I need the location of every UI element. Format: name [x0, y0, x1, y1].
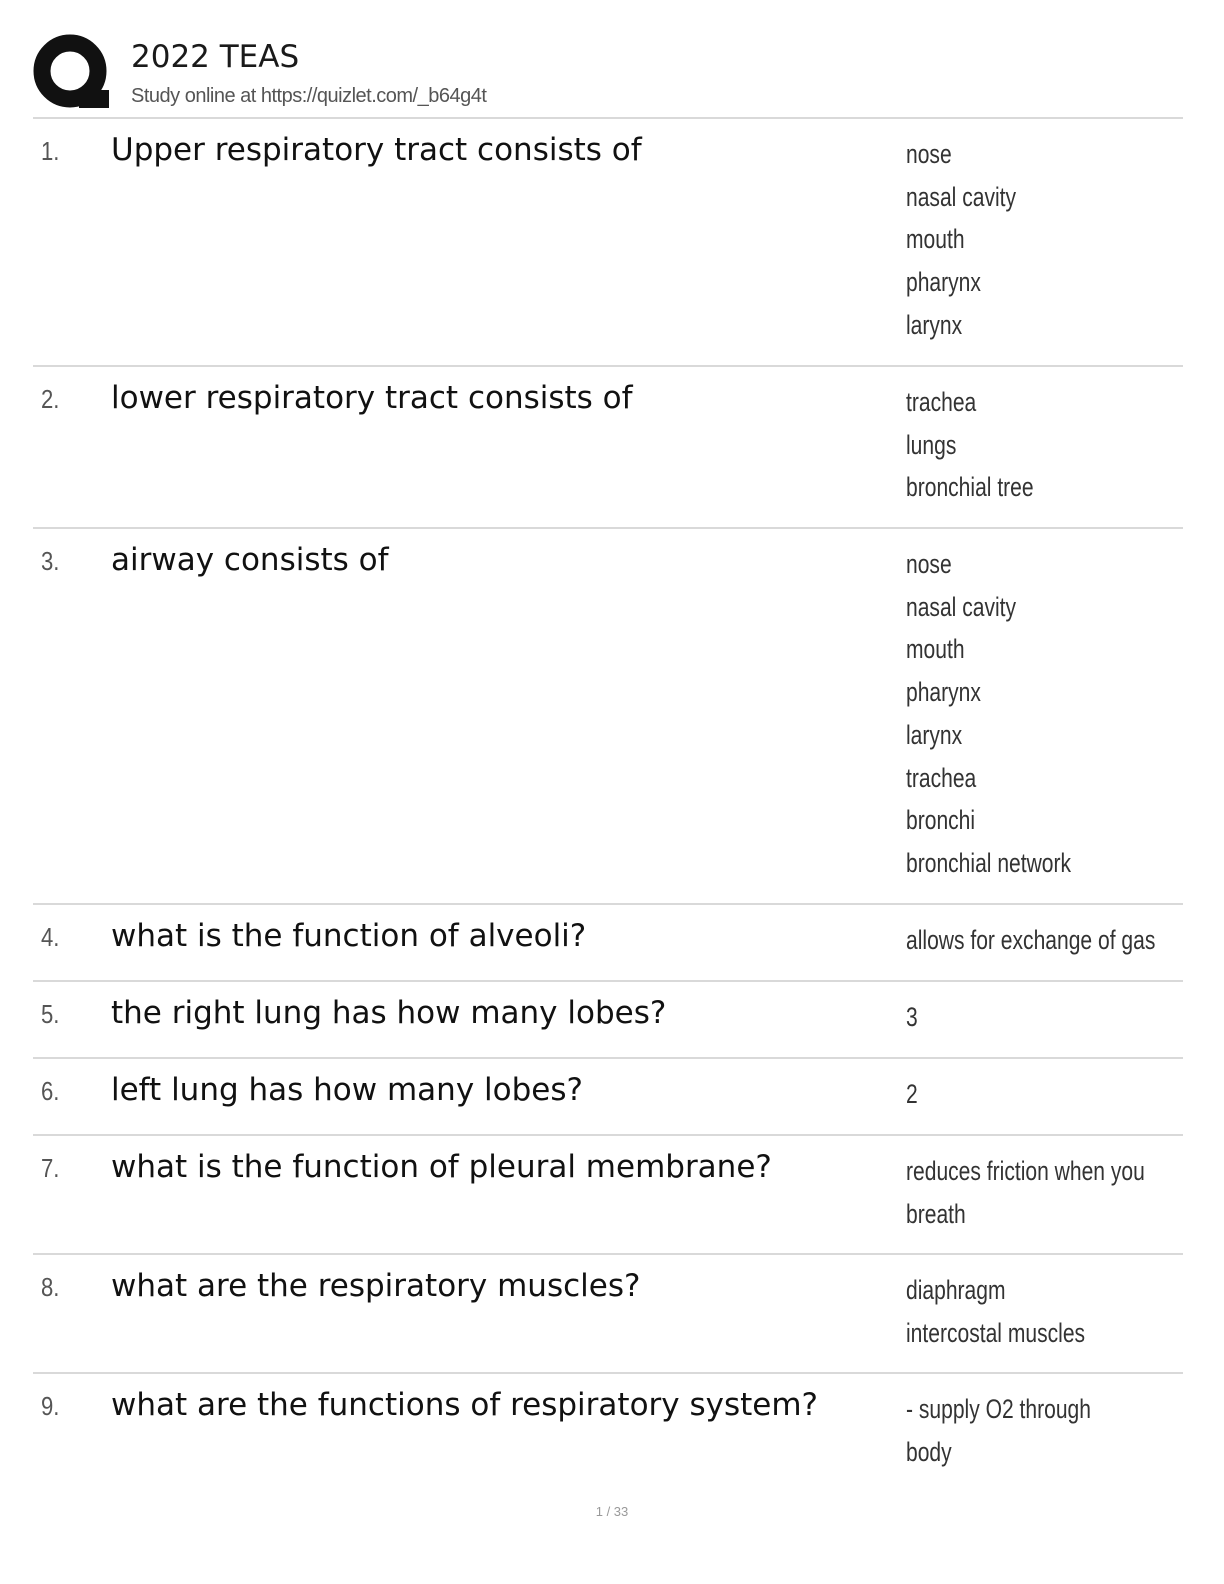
card-number: 5.: [41, 999, 60, 1029]
page-title: 2022 TEAS: [131, 39, 300, 75]
definition-line: bronchi: [906, 805, 976, 836]
flashcard-row: [33, 119, 1183, 367]
flashcard-row: [33, 1136, 1183, 1255]
card-number: 9.: [41, 1391, 60, 1421]
card-term: what is the function of alveoli?: [111, 918, 587, 954]
definition-line: breath: [906, 1198, 966, 1229]
card-number: 8.: [41, 1272, 60, 1302]
definition-line: nasal cavity: [906, 591, 1017, 622]
definition-line: intercostal muscles: [906, 1317, 1086, 1348]
card-term: what is the function of pleural membrane?: [111, 1149, 772, 1185]
card-term: airway consists of: [111, 542, 389, 578]
definition-line: - supply O2 through: [906, 1394, 1091, 1424]
flashcard-list: [33, 119, 1183, 1491]
flashcard-row: [33, 982, 1183, 1059]
definition-line: bronchial tree: [906, 472, 1034, 503]
card-number: 2.: [41, 384, 60, 414]
card-definition: [906, 996, 1176, 1039]
card-term: what are the respiratory muscles?: [111, 1268, 641, 1304]
definition-line: nose: [906, 549, 952, 579]
card-definition: [906, 919, 1176, 962]
definition-line: nose: [906, 139, 952, 169]
flashcard-row: [33, 1374, 1183, 1491]
card-term: Upper respiratory tract consists of: [111, 132, 642, 168]
definition-line: diaphragm: [906, 1275, 1006, 1305]
card-term: the right lung has how many lobes?: [111, 995, 667, 1031]
definition-line: allows for exchange of gas: [906, 925, 1156, 955]
flashcard-row: [33, 1255, 1183, 1374]
flashcard-row: [33, 529, 1183, 905]
definition-line: trachea: [906, 387, 977, 417]
card-definition: [906, 1388, 1176, 1473]
flashcard-row: [33, 1059, 1183, 1136]
card-definition: [906, 1269, 1176, 1354]
card-term: what are the functions of respiratory system?: [111, 1387, 819, 1423]
card-number: 6.: [41, 1076, 60, 1106]
card-definition: [906, 133, 1176, 347]
flashcard-row: [33, 905, 1183, 982]
card-number: 3.: [41, 546, 60, 576]
study-online-link: Study online at https://quizlet.com/_b64g4t: [131, 85, 487, 107]
definition-line: mouth: [906, 224, 965, 255]
definition-line: trachea: [906, 762, 977, 793]
definition-line: 3: [906, 1002, 918, 1032]
card-number: 1.: [41, 136, 60, 166]
flashcard-row: [33, 367, 1183, 529]
definition-line: body: [906, 1436, 952, 1467]
definition-line: larynx: [906, 719, 963, 750]
definition-line: reduces friction when you: [906, 1156, 1145, 1186]
definition-line: 2: [906, 1079, 918, 1109]
quizlet-logo-icon: [33, 34, 111, 112]
definition-line: pharynx: [906, 677, 981, 708]
page-header: [33, 32, 1183, 116]
definition-line: nasal cavity: [906, 181, 1017, 212]
card-definition: [906, 1150, 1176, 1235]
card-definition: [906, 543, 1176, 885]
definition-line: bronchial network: [906, 847, 1072, 878]
definition-line: larynx: [906, 309, 963, 340]
card-term: left lung has how many lobes?: [111, 1072, 583, 1108]
card-number: 4.: [41, 922, 60, 952]
card-definition: [906, 381, 1176, 509]
definition-line: lungs: [906, 429, 957, 460]
definition-line: pharynx: [906, 267, 981, 298]
card-number: 7.: [41, 1153, 60, 1183]
card-term: lower respiratory tract consists of: [111, 380, 633, 416]
page-number: 1 / 33: [595, 1504, 629, 1519]
card-definition: [906, 1073, 1176, 1116]
definition-line: mouth: [906, 634, 965, 665]
